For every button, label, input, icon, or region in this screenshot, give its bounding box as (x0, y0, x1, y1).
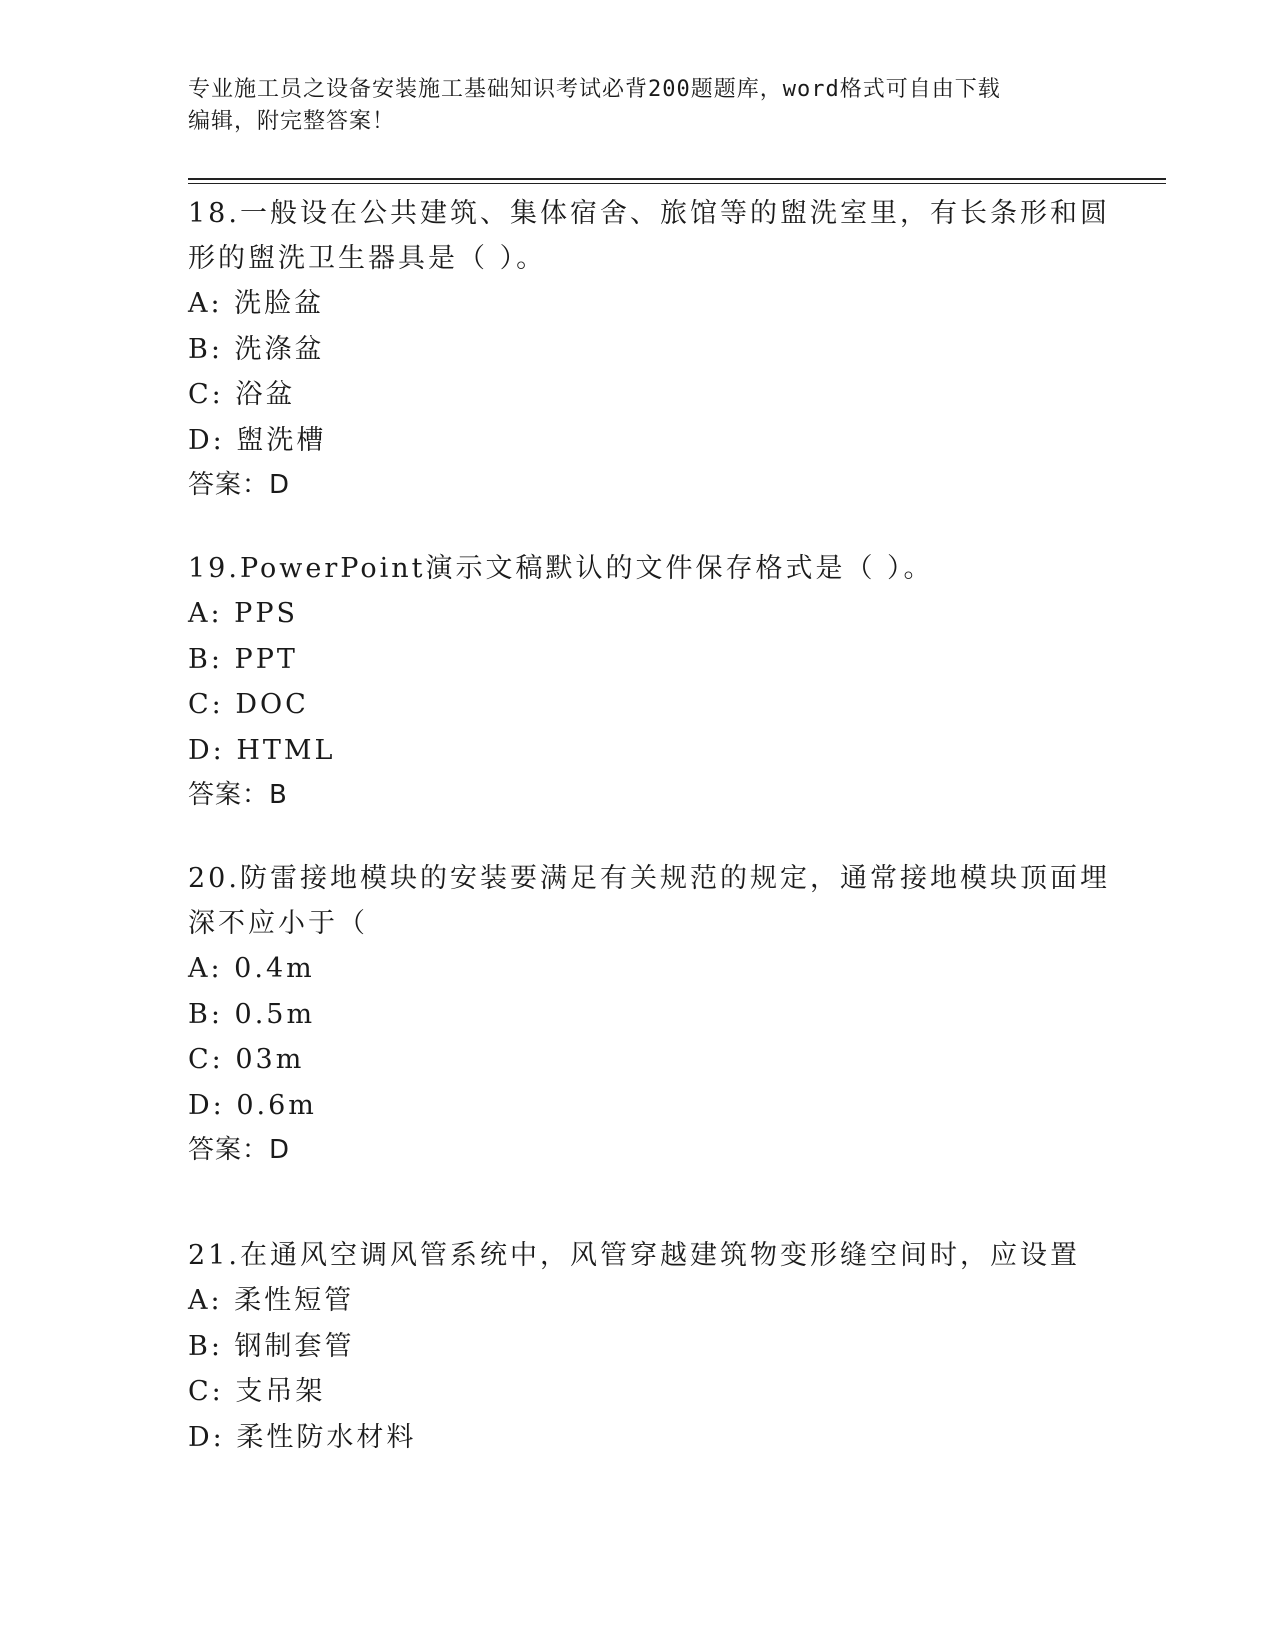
option-d: D: 柔性防水材料 (188, 1421, 417, 1453)
option-d: D: HTML (188, 734, 336, 766)
option-a: A: PPS (188, 598, 299, 629)
option-c: C: DOC (188, 689, 309, 720)
option-c: C: 浴盆 (188, 379, 296, 410)
answer-label: 答案：D (188, 1135, 291, 1165)
header-line-2: 编辑，附完整答案！ (188, 109, 396, 134)
question-line: 深不应小于（ (188, 908, 368, 939)
question-line: 21.在通风空调风管系统中，风管穿越建筑物变形缝空间时，应设置 (188, 1240, 1080, 1271)
option-a: A: 0.4m (188, 953, 315, 984)
question-line: 20.防雷接地模块的安装要满足有关规范的规定，通常接地模块顶面埋 (188, 863, 1110, 894)
header-divider-thin (188, 183, 1166, 184)
question-line: 19.PowerPoint演示文稿默认的文件保存格式是（ ）。 (188, 553, 934, 584)
question-text (188, 1233, 1088, 1278)
question-19 (188, 546, 1088, 818)
option-b: B: 钢制套管 (188, 1330, 355, 1362)
option-a: A: 洗脸盆 (188, 288, 325, 319)
answer-label: 答案：B (188, 780, 288, 810)
header-divider-thick (188, 178, 1166, 180)
document-header (188, 74, 1088, 138)
option-a: A: 柔性短管 (188, 1285, 355, 1316)
option-d: D: 盥洗槽 (188, 424, 327, 456)
question-text (188, 546, 1088, 591)
question-text (188, 191, 1110, 281)
question-text (188, 856, 1110, 946)
option-b: B: 0.5m (188, 998, 316, 1030)
question-20 (188, 856, 1110, 1173)
answer-label: 答案：D (188, 470, 291, 500)
option-d: D: 0.6m (188, 1089, 317, 1121)
question-line: 形的盥洗卫生器具是（ ）。 (188, 243, 547, 274)
question-18 (188, 191, 1110, 508)
question-line: 18.一般设在公共建筑、集体宿舍、旅馆等的盥洗室里，有长条形和圆 (188, 198, 1110, 229)
option-b: B: 洗涤盆 (188, 333, 325, 365)
header-line-1: 专业施工员之设备安装施工基础知识考试必背200题题库，word格式可自由下载 (188, 77, 1001, 102)
option-b: B: PPT (188, 643, 298, 675)
option-c: C: 支吊架 (188, 1376, 326, 1407)
option-c: C: 03m (188, 1044, 305, 1075)
question-21 (188, 1233, 1088, 1460)
